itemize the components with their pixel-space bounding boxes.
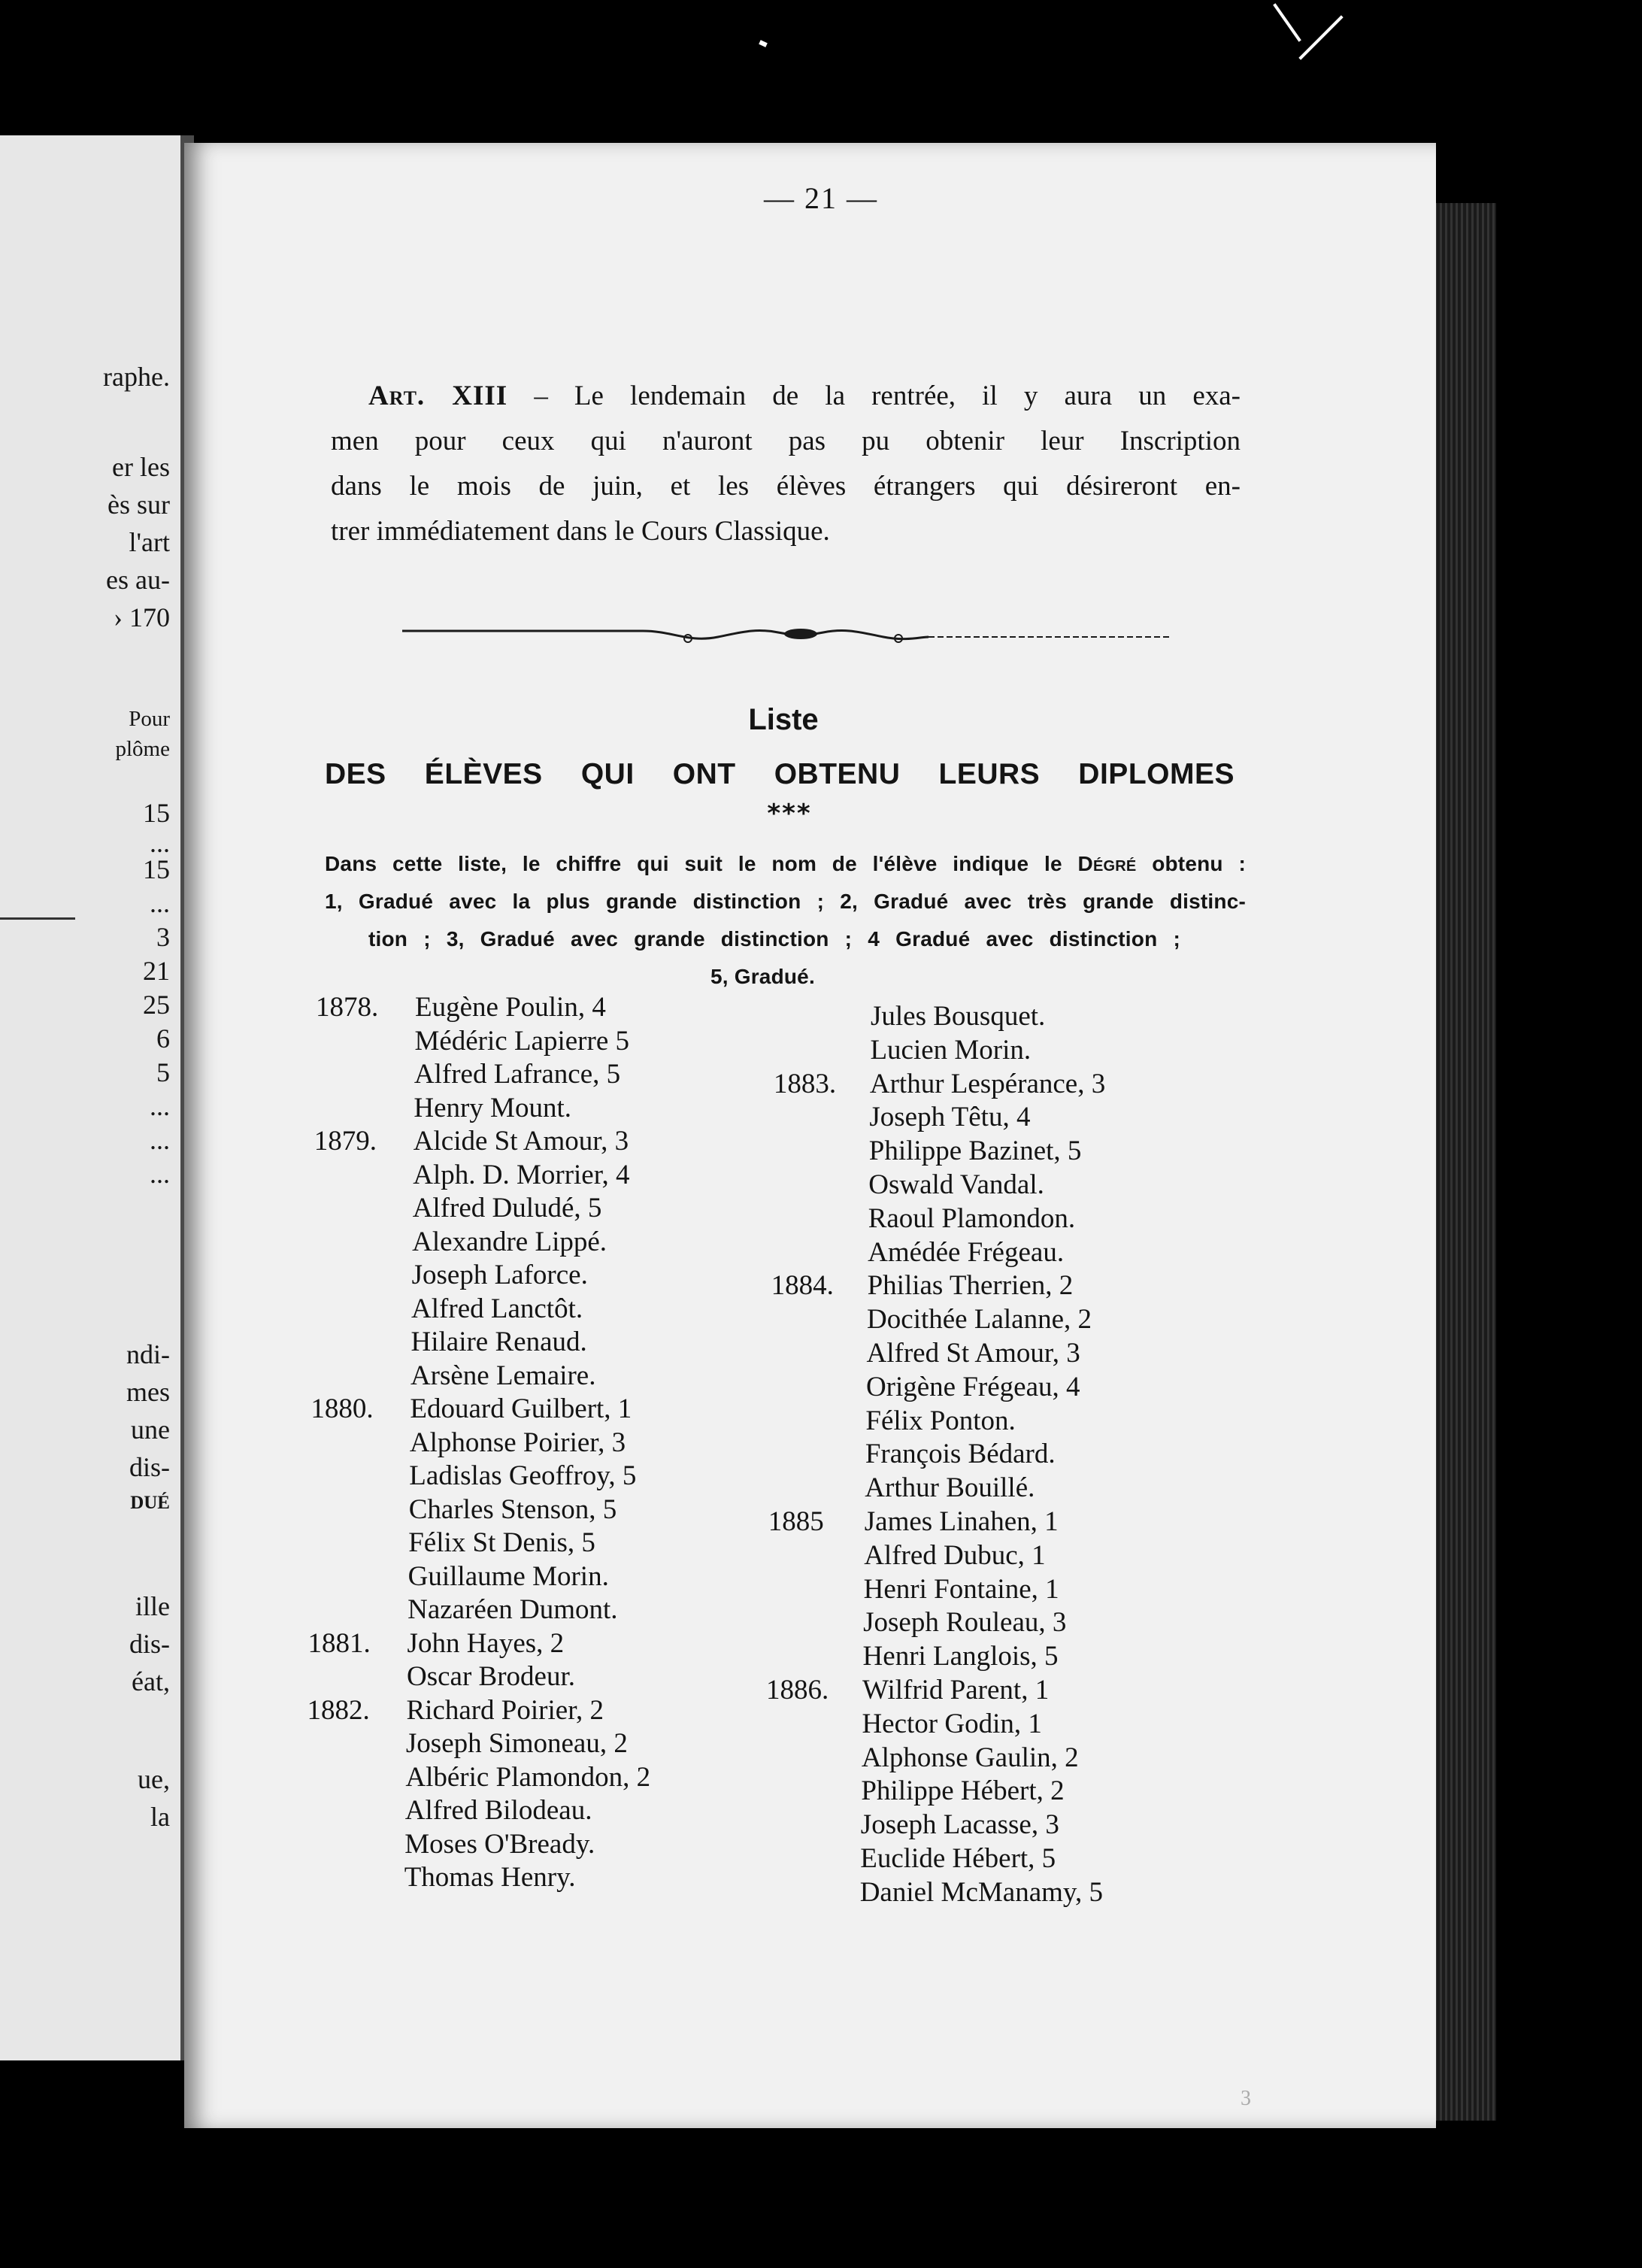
- dust-speck: [1298, 15, 1343, 59]
- graduate-entry: Joseph Lacasse, 3: [860, 1809, 1059, 1841]
- article-line: dans le mois de juin, et les élèves étrangers qui désireront en-: [331, 471, 1241, 502]
- graduate-entry: Oswald Vandal.: [868, 1169, 1044, 1200]
- graduate-entry: John Hayes, 2: [407, 1627, 565, 1659]
- intro-line: tion ; 3, Gradué avec grande distinction ; 4 Gradué avec distinction ;: [368, 927, 1180, 951]
- graduate-entry: Henri Fontaine, 1: [863, 1573, 1059, 1605]
- left-page-fragment: la: [150, 1802, 170, 1832]
- left-page-fragment: ue,: [138, 1764, 170, 1794]
- graduate-entry: Hilaire Renaud.: [410, 1327, 587, 1357]
- graduate-entry: Docithée Lalanne, 2: [867, 1304, 1092, 1336]
- year-label: 1885: [768, 1506, 824, 1537]
- graduate-entry: Joseph Laforce.: [411, 1260, 588, 1290]
- graduate-entry: Félix Ponton.: [865, 1405, 1016, 1436]
- left-page-fragment: ès sur: [108, 490, 170, 520]
- graduate-entry: Philippe Hébert, 2: [861, 1775, 1065, 1807]
- left-page-fragment: 3: [156, 922, 170, 952]
- dust-speck: [1273, 3, 1301, 41]
- corner-mark: 3: [1241, 2087, 1251, 2110]
- left-page-fragment: l'art: [129, 527, 170, 557]
- graduate-entry: Joseph Rouleau, 3: [863, 1607, 1067, 1639]
- graduate-entry: Edouard Guilbert, 1: [410, 1393, 632, 1424]
- left-page-fragment: 21: [143, 956, 170, 986]
- graduate-entry: Eugène Poulin, 4: [415, 992, 606, 1023]
- left-page-fragment: 15: [143, 854, 170, 884]
- list-subtitle: DES ÉLÈVES QUI ONT OBTENU LEURS DIPLOMES: [325, 758, 1235, 790]
- graduate-entry: Médéric Lapierre 5: [414, 1025, 629, 1057]
- graduate-entry: Moses O'Bready.: [404, 1828, 595, 1860]
- graduate-entry: Joseph Têtu, 4: [869, 1102, 1031, 1133]
- previous-page-edge: [0, 135, 194, 2060]
- graduate-entry: Charles Stenson, 5: [408, 1493, 617, 1525]
- graduate-entry: James Linahen, 1: [864, 1506, 1059, 1537]
- graduate-entry: Henri Langlois, 5: [862, 1641, 1059, 1672]
- ornamental-divider: [402, 620, 1169, 650]
- article-line: [368, 380, 1241, 412]
- left-page-fragment: ...: [150, 1125, 170, 1155]
- graduate-entry: Guillaume Morin.: [407, 1560, 609, 1592]
- left-page-fragment: es au-: [106, 565, 170, 595]
- graduate-entry: Alph. D. Morrier, 4: [413, 1159, 630, 1190]
- graduate-entry: Alfred Lanctôt.: [411, 1293, 583, 1324]
- graduate-entry: Albéric Plamondon, 2: [405, 1761, 651, 1793]
- article-line: trer immédiatement dans le Cours Classique.: [331, 516, 830, 547]
- intro-line: [325, 852, 1246, 876]
- graduate-entry: Alphonse Poirier, 3: [409, 1427, 626, 1458]
- intro-line: 1, Gradué avec la plus grande distinction ; 2, Gradué avec très grande distinc-: [325, 890, 1246, 913]
- year-label: 1880.: [311, 1393, 374, 1424]
- left-page-fragment: ndi-: [126, 1339, 170, 1369]
- graduate-entry: Hector Godin, 1: [862, 1708, 1042, 1739]
- year-label: 1878.: [316, 992, 379, 1023]
- left-page-fragment: ...: [150, 1159, 170, 1189]
- graduate-entry: Henry Mount.: [414, 1092, 571, 1123]
- left-page-fragment: 25: [143, 990, 170, 1020]
- left-page-fragment: dis-: [129, 1452, 170, 1482]
- year-label: 1881.: [307, 1627, 371, 1659]
- left-page-fragment: ...: [150, 828, 170, 858]
- graduate-entry: Origène Frégeau, 4: [865, 1371, 1080, 1402]
- page-number: — 21 —: [764, 181, 878, 215]
- graduate-entry: Philippe Bazinet, 5: [868, 1136, 1082, 1167]
- left-page-fragment: plôme: [115, 737, 170, 761]
- left-page-fragment: › 170: [114, 602, 170, 632]
- article-line: men pour ceux qui n'auront pas pu obtenir leur Inscription: [331, 426, 1241, 456]
- left-page-fragment: 6: [156, 1023, 170, 1054]
- graduate-entry: Alexandre Lippé.: [412, 1226, 607, 1257]
- left-page-fragment: ille: [135, 1591, 170, 1621]
- graduate-entry: Jules Bousquet.: [871, 1001, 1046, 1032]
- graduate-entry: Joseph Simoneau, 2: [405, 1728, 628, 1759]
- left-page-fragment: er les: [112, 452, 170, 482]
- year-label: 1884.: [771, 1270, 834, 1302]
- left-page-fragment: dis-: [129, 1629, 170, 1659]
- year-label: 1882.: [307, 1694, 370, 1726]
- asterisk-ornament: ***: [767, 799, 812, 829]
- graduate-entry: Alphonse Gaulin, 2: [861, 1742, 1079, 1773]
- graduate-entry: Alfred Lafrance, 5: [414, 1059, 621, 1090]
- article-text: – Le lendemain de la rentrée, il y aura un exa-: [534, 381, 1241, 411]
- table-rule: [0, 917, 75, 920]
- intro-text: obtenu :: [1152, 852, 1246, 875]
- list-title: Liste: [748, 703, 819, 736]
- graduate-entry: Oscar Brodeur.: [407, 1661, 575, 1692]
- intro-keyword: Dégré: [1077, 852, 1137, 875]
- graduate-entry: Richard Poirier, 2: [406, 1694, 604, 1726]
- graduate-entry: Alfred St Amour, 3: [866, 1338, 1080, 1369]
- graduate-entry: Alfred Dubuc, 1: [864, 1539, 1046, 1571]
- graduate-entry: Amédée Frégeau.: [868, 1236, 1065, 1268]
- graduate-entry: Arthur Lespérance, 3: [869, 1068, 1106, 1099]
- graduate-entry: Alcide St Amour, 3: [413, 1126, 629, 1157]
- year-label: 1883.: [773, 1068, 837, 1099]
- graduate-entry: Félix St Denis, 5: [408, 1527, 595, 1558]
- year-label: 1886.: [766, 1675, 829, 1706]
- left-page-fragment: une: [131, 1414, 170, 1445]
- graduate-entry: Arthur Bouillé.: [865, 1472, 1035, 1504]
- graduate-entry: Philias Therrien, 2: [867, 1270, 1074, 1302]
- graduate-entry: Wilfrid Parent, 1: [862, 1675, 1050, 1706]
- left-page-fragment: ...: [150, 888, 170, 918]
- graduate-entry: Alfred Duludé, 5: [412, 1193, 602, 1223]
- graduate-entry: Euclide Hébert, 5: [860, 1843, 1056, 1874]
- graduate-entry: Daniel McManamy, 5: [859, 1876, 1104, 1908]
- graduate-entry: François Bédard.: [865, 1439, 1056, 1470]
- graduate-entry: Lucien Morin.: [870, 1034, 1032, 1066]
- graduate-entry: Nazaréen Dumont.: [407, 1594, 618, 1625]
- left-page-fragment: raphe.: [103, 362, 170, 392]
- left-page-fragment: DUÉ: [130, 1493, 170, 1513]
- left-page-fragment: 5: [156, 1057, 170, 1087]
- left-page-fragment: ...: [150, 1091, 170, 1121]
- left-page-fragment: éat,: [132, 1666, 170, 1696]
- left-page-fragment: Pour: [129, 707, 170, 731]
- year-label: 1879.: [314, 1126, 377, 1157]
- graduate-entry: Arsène Lemaire.: [410, 1360, 596, 1391]
- intro-line: 5, Gradué.: [710, 965, 815, 988]
- left-page-fragment: mes: [126, 1377, 170, 1407]
- graduate-entry: Ladislas Geoffroy, 5: [409, 1460, 637, 1491]
- graduate-entry: Raoul Plamondon.: [868, 1202, 1076, 1234]
- dust-speck: [759, 40, 768, 47]
- article-lead: Art. XIII: [368, 381, 508, 411]
- graduate-entry: Alfred Bilodeau.: [404, 1795, 592, 1826]
- graduate-entry: Thomas Henry.: [404, 1862, 576, 1893]
- intro-text: Dans cette liste, le chiffre qui suit le nom de l'élève indique le: [325, 852, 1062, 875]
- left-page-fragment: 15: [143, 798, 170, 828]
